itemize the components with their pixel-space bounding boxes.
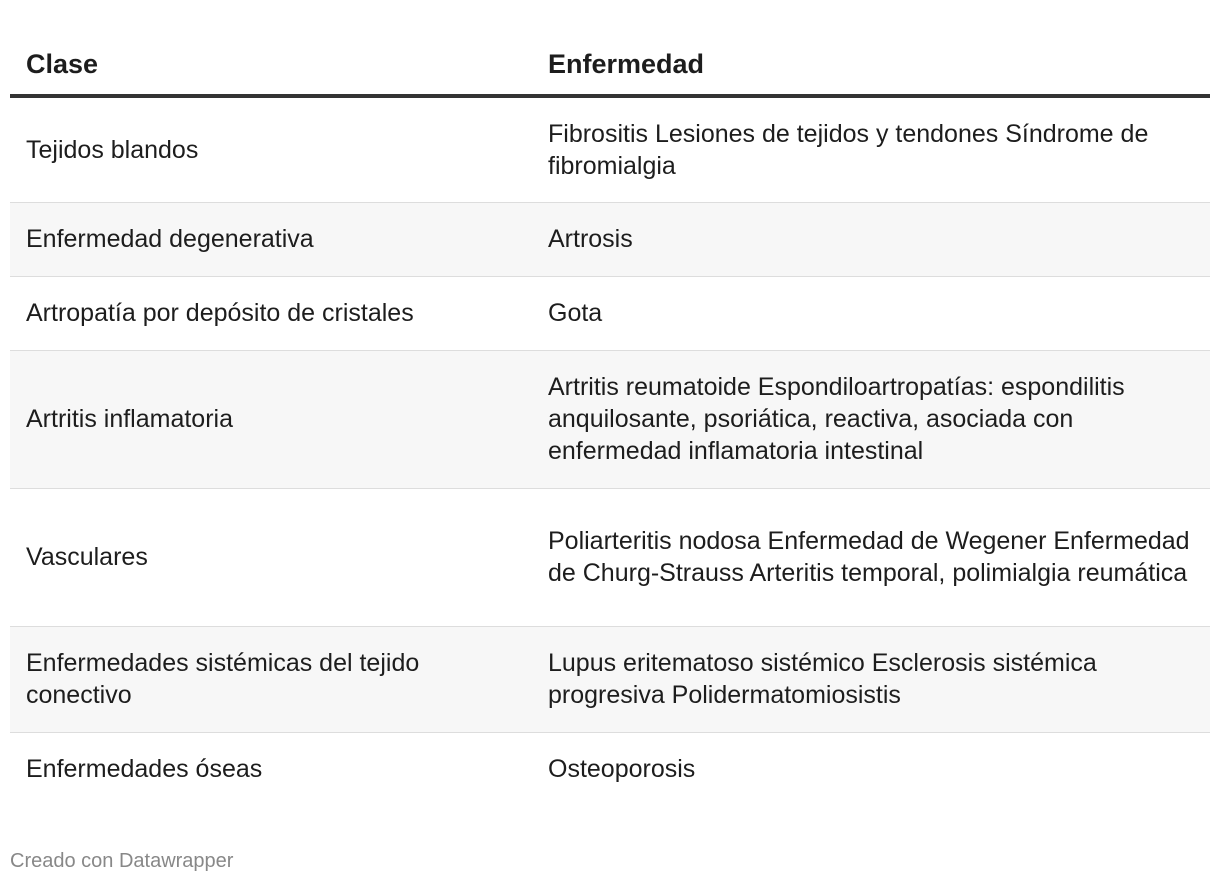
cell-enfermedad: Fibrositis Lesiones de tejidos y tendones Síndrome de fibromialgia bbox=[532, 96, 1210, 202]
table-row bbox=[10, 350, 1210, 488]
cell-enfermedad: Poliarteritis nodosa Enfermedad de Wegener Enfermedad de Churg-Strauss Arteritis temporal, polimialgia reumática bbox=[532, 488, 1210, 626]
cell-enfermedad: Artritis reumatoide Espondiloartropatías: espondilitis anquilosante, psoriática, reactiva, asociada con enfermedad inflamatoria intestinal bbox=[532, 350, 1210, 488]
table-row bbox=[10, 732, 1210, 806]
column-header-enfermedad[interactable]: Enfermedad bbox=[532, 34, 1210, 96]
cell-clase: Tejidos blandos bbox=[10, 96, 532, 202]
cell-enfermedad: Artrosis bbox=[532, 202, 1210, 276]
cell-clase: Vasculares bbox=[10, 488, 532, 626]
table-row bbox=[10, 202, 1210, 276]
table-row bbox=[10, 626, 1210, 732]
cell-clase: Enfermedades óseas bbox=[26, 755, 263, 784]
table-header-row bbox=[10, 34, 1210, 96]
cell-enfermedad: Gota bbox=[532, 276, 1210, 350]
column-header-clase[interactable]: Clase bbox=[10, 34, 532, 96]
cell-enfermedad: Lupus eritematoso sistémico Esclerosis sistémica progresiva Polidermatomiosistis bbox=[532, 626, 1210, 732]
table-row bbox=[10, 488, 1210, 626]
data-table-container bbox=[10, 34, 1210, 806]
cell-clase: Enfermedades sistémicas del tejido conectivo bbox=[10, 626, 532, 732]
cell-clase: Enfermedad degenerativa bbox=[10, 202, 532, 276]
cell-clase: Artritis inflamatoria bbox=[10, 350, 532, 488]
cell-enfermedad: Osteoporosis bbox=[548, 755, 696, 784]
cell-clase: Artropatía por depósito de cristales bbox=[10, 276, 532, 350]
table-row bbox=[10, 96, 1210, 202]
table-row bbox=[10, 276, 1210, 350]
datawrapper-credit[interactable]: Creado con Datawrapper bbox=[10, 850, 234, 872]
data-table bbox=[10, 34, 1210, 806]
